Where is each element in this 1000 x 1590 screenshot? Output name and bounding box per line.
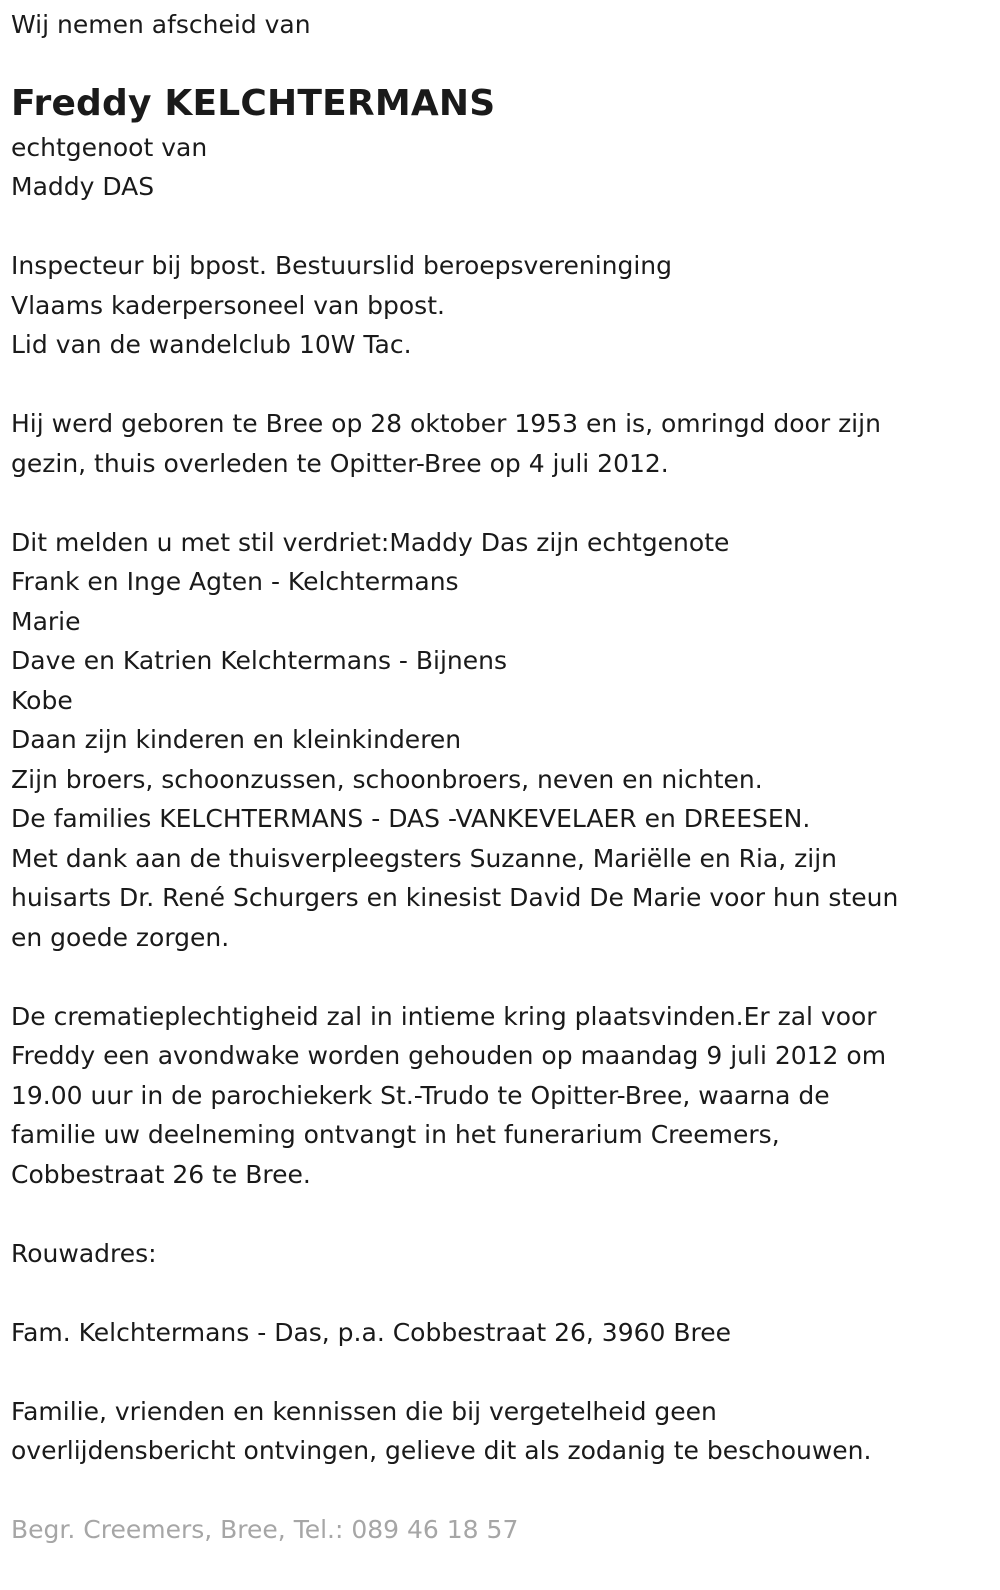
family-line: huisarts Dr. René Schurgers en kinesist David De Marie voor hun steun — [11, 883, 899, 912]
family-line: Zijn broers, schoonzussen, schoonbroers, neven en nichten. — [11, 764, 763, 794]
biography-line: Vlaams kaderpersoneel van bpost. — [11, 290, 445, 320]
notice-line: Familie, vrienden en kennissen die bij vergetelheid geen — [11, 1396, 717, 1426]
spacer — [11, 1273, 986, 1313]
family-line: Met dank aan de thuisverpleegsters Suzanne, Mariëlle en Ria, zijn — [11, 843, 838, 873]
deceased-name: Freddy KELCHTERMANS — [11, 82, 496, 124]
ceremony-line: 19.00 uur in de parochiekerk St.-Trudo te Opitter-Bree, waarna de — [11, 1080, 830, 1110]
spacer — [11, 957, 986, 997]
spacer — [11, 207, 986, 247]
spacer — [11, 365, 986, 405]
family-section — [11, 523, 986, 958]
family-line: en goede zorgen. — [11, 922, 230, 952]
intro-text: Wij nemen afscheid van — [11, 10, 311, 39]
funeral-director-footer: Begr. Creemers, Bree, Tel.: 089 46 18 57 — [11, 1515, 519, 1544]
biography-section — [11, 246, 986, 365]
family-line: Frank en Inge Agten - Kelchtermans — [11, 567, 459, 596]
ceremony-line: De crematieplechtigheid zal in intieme kring plaatsvinden.Er zal voor — [11, 1001, 877, 1031]
notice-line: overlijdensbericht ontvingen, gelieve dit als zodanig te beschouwen. — [11, 1436, 872, 1465]
family-line: Kobe — [11, 685, 73, 715]
life-dates-section — [11, 404, 986, 483]
spacer — [11, 1352, 986, 1392]
family-line: Dave en Katrien Kelchtermans - Bijnens — [11, 646, 508, 675]
life-dates-line: Hij werd geboren te Bree op 28 oktober 1953 en is, omringd door zijn — [11, 409, 881, 438]
ceremony-line: Cobbestraat 26 te Bree. — [11, 1159, 311, 1189]
ceremony-section — [11, 997, 986, 1195]
relation-label: echtgenoot van — [11, 132, 208, 162]
ceremony-line: Freddy een avondwake worden gehouden op maandag 9 juli 2012 om — [11, 1041, 887, 1070]
biography-line: Inspecteur bij bpost. Bestuurslid beroepsvereninging — [11, 251, 673, 280]
family-line: Daan zijn kinderen en kleinkinderen — [11, 725, 462, 754]
life-dates-line: gezin, thuis overleden te Opitter-Bree op 4 juli 2012. — [11, 448, 669, 478]
ceremony-line: familie uw deelneming ontvangt in het funerarium Creemers, — [11, 1120, 780, 1149]
obituary-notice — [11, 0, 986, 1550]
notice-section — [11, 1392, 986, 1471]
spacer — [11, 1194, 986, 1234]
spacer — [11, 483, 986, 523]
family-line: Dit melden u met stil verdriet:Maddy Das zijn echtgenote — [11, 527, 730, 557]
family-line: De families KELCHTERMANS - DAS -VANKEVELAER en DREESEN. — [11, 804, 811, 833]
spouse-name: Maddy DAS — [11, 172, 155, 201]
biography-line: Lid van de wandelclub 10W Tac. — [11, 330, 412, 359]
family-line: Marie — [11, 606, 81, 636]
spacer — [11, 1471, 986, 1511]
mourning-address: Fam. Kelchtermans - Das, p.a. Cobbestraat 26, 3960 Bree — [11, 1317, 731, 1347]
mourning-address-label: Rouwadres: — [11, 1238, 157, 1268]
